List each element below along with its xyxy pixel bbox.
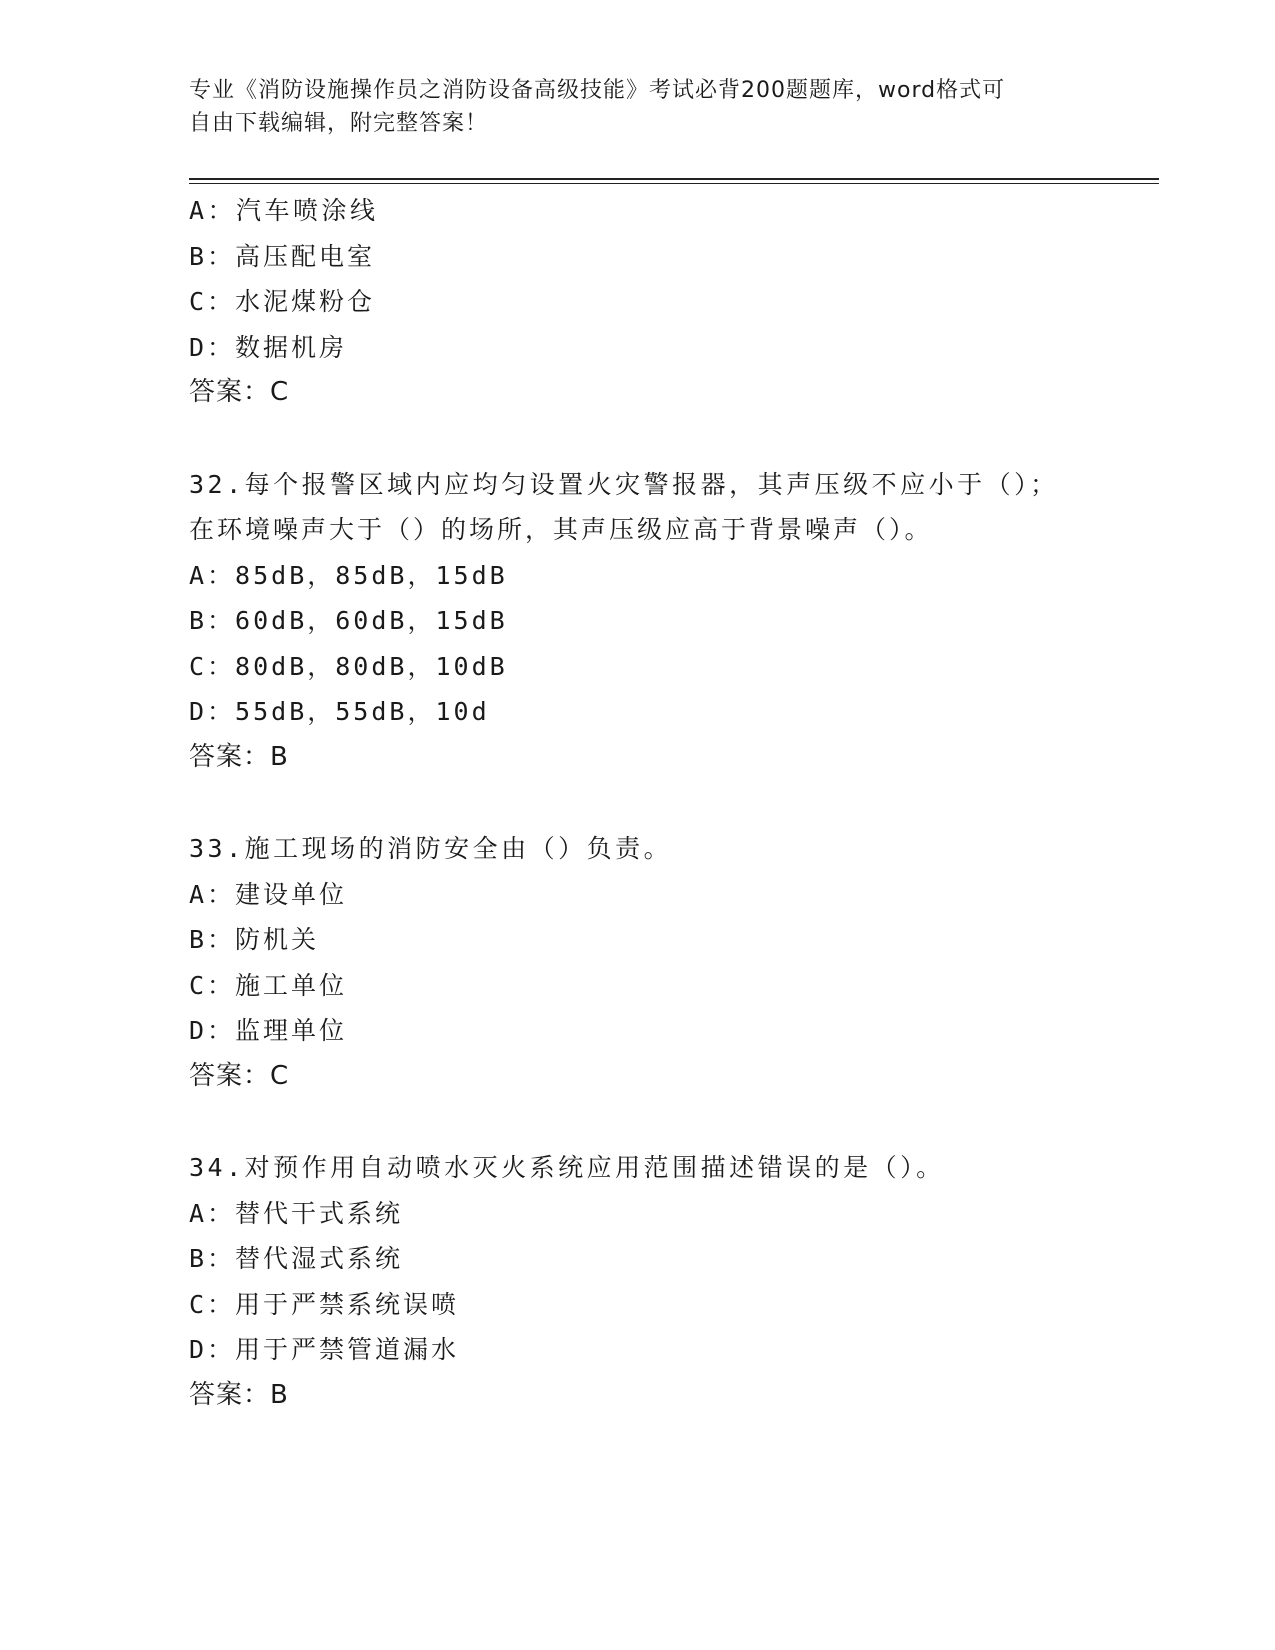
option-c: C：水泥煤粉仓 — [189, 287, 376, 316]
option-c: C：80dB，80dB，10dB — [189, 651, 508, 681]
question-31-continued — [189, 188, 1089, 416]
option-c: C：施工单位 — [189, 970, 348, 1000]
option-b: B：60dB，60dB，15dB — [189, 606, 508, 635]
answer-line: 答案：B — [189, 741, 289, 772]
answer-line: 答案：B — [189, 1379, 289, 1410]
option-d: D：监理单位 — [189, 1016, 348, 1045]
option-a: A：85dB，85dB，15dB — [189, 560, 508, 590]
question-33 — [189, 826, 1089, 1099]
option-d: D：数据机房 — [189, 332, 348, 362]
question-stem-line-1: 34.对预作用自动喷水灭火系统应用范围描述错误的是（）。 — [189, 1153, 945, 1182]
option-c: C：用于严禁系统误喷 — [189, 1289, 460, 1319]
header-divider-thin — [189, 183, 1159, 184]
question-list — [189, 188, 1089, 1418]
option-d: D：用于严禁管道漏水 — [189, 1335, 460, 1364]
header-divider-thick — [189, 178, 1159, 180]
option-b: B：替代湿式系统 — [189, 1244, 404, 1273]
header-line-1: 专业《消防设施操作员之消防设备高级技能》考试必背200题题库，word格式可 — [189, 78, 1006, 103]
answer-line: 答案：C — [189, 377, 290, 407]
question-stem-line-1: 32.每个报警区域内应均匀设置火灾警报器，其声压级不应小于（）； — [189, 469, 1059, 499]
question-34 — [189, 1145, 1089, 1418]
header-line-2: 自由下载编辑，附完整答案！ — [189, 111, 489, 136]
option-a: A：汽车喷涂线 — [189, 196, 379, 225]
question-stem-line-1: 33.施工现场的消防安全由（）负责。 — [189, 834, 673, 863]
option-a: A：替代干式系统 — [189, 1198, 404, 1228]
answer-line: 答案：C — [189, 1060, 290, 1091]
option-a: A：建设单位 — [189, 879, 348, 909]
question-stem-line-2: 在环境噪声大于（）的场所，其声压级应高于背景噪声（）。 — [189, 515, 933, 544]
option-d: D：55dB，55dB，10d — [189, 697, 490, 726]
question-32 — [189, 462, 1089, 781]
document-header — [189, 74, 1089, 140]
option-b: B：高压配电室 — [189, 241, 376, 271]
option-b: B：防机关 — [189, 925, 320, 954]
